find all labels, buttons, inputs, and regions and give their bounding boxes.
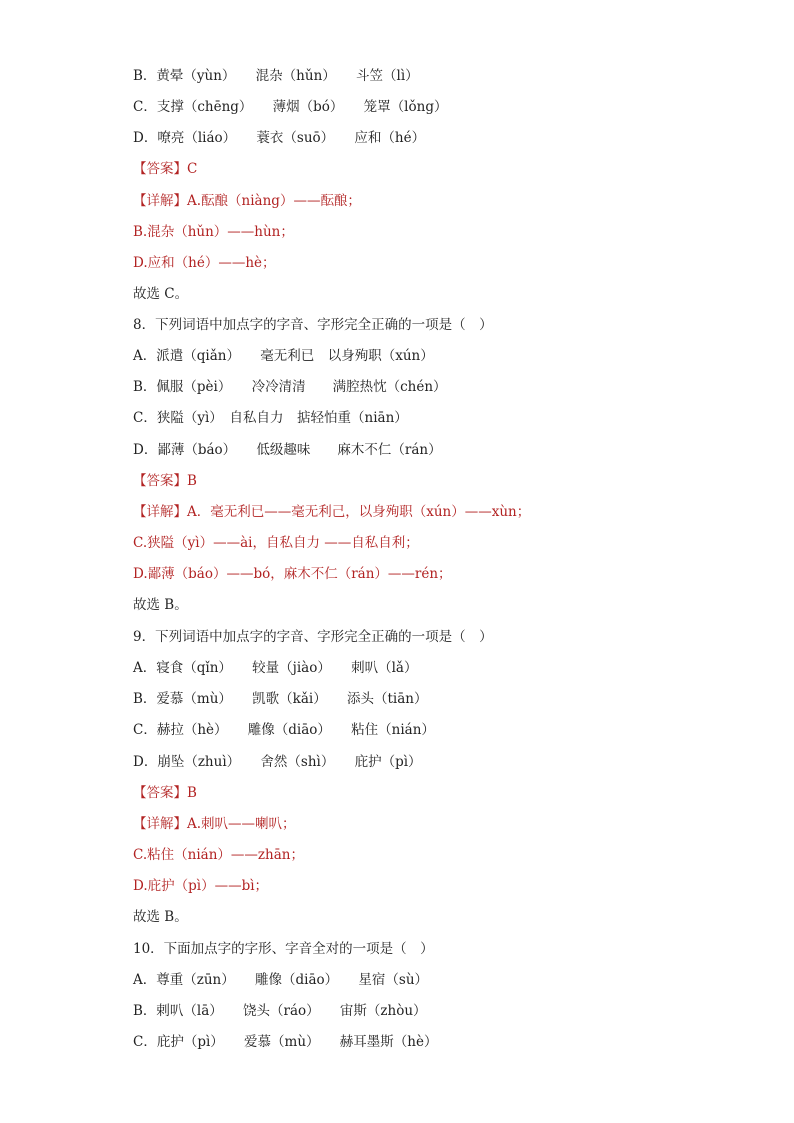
answer-line: C.狭隘（yì）——ài，自私自力 ——自私自利；	[133, 535, 419, 551]
text-line: A．寝食（qǐn） 较量（jiào） 刺叭（lǎ）	[133, 660, 418, 676]
answer-line: 【答案】B	[133, 785, 197, 801]
answer-line: D.庇护（pì）——bì；	[133, 878, 269, 894]
text-line: A．派遣（qiǎn） 毫无利已 以身殉职（xún）	[133, 348, 434, 364]
answer-line: 【答案】B	[133, 473, 197, 489]
text-line: A．尊重（zūn） 雕像（diāo） 星宿（sù）	[133, 972, 429, 988]
text-line: D．鄙薄（báo） 低级趣味 麻木不仁（rán）	[133, 442, 442, 458]
text-line: 8．下列词语中加点字的字音、字形完全正确的一项是（ ）	[133, 317, 493, 333]
text-line: C．赫拉（hè） 雕像（diāo） 粘住（nián）	[133, 722, 435, 738]
answer-line: D.应和（hé）——hè；	[133, 255, 276, 271]
text-line: B．佩服（pèi） 冷冷清清 满腔热忱（chén）	[133, 379, 447, 395]
text-line: 10．下面加点字的字形、字音全对的一项是（ ）	[133, 941, 434, 957]
answer-line: 【详解】A．毫无利已——毫无利己，以身殉职（xún）——xùn；	[133, 504, 531, 520]
text-line: 9．下列词语中加点字的字音、字形完全正确的一项是（ ）	[133, 629, 493, 645]
text-line: 故选 C。	[133, 286, 189, 302]
text-line: C．支撑（chēng） 薄烟（bó） 笼罩（lǒng）	[133, 99, 448, 115]
text-line: 故选 B。	[133, 909, 188, 925]
answer-line: B.混杂（hǔn）——hùn；	[133, 224, 294, 240]
answer-line: 【答案】C	[133, 161, 198, 177]
answer-line: D.鄙薄（báo）——bó，麻木不仁（rán）——rén；	[133, 566, 452, 582]
answer-line: C.粘住（nián）——zhān；	[133, 847, 304, 863]
answer-line: 【详解】A.刺叭——喇叭；	[133, 816, 296, 832]
answer-line: 【详解】A.酝酿（niàng）——酝酿；	[133, 193, 361, 209]
text-line: B．黄晕（yùn） 混杂（hǔn） 斗笠（lì）	[133, 68, 419, 84]
text-line: B．剌叭（lā） 饶头（ráo） 宙斯（zhòu）	[133, 1003, 427, 1019]
text-line: C．庇护（pì） 爱慕（mù） 赫耳墨斯（hè）	[133, 1034, 438, 1050]
text-line: D．崩坠（zhuì） 舍然（shì） 庇护（pì）	[133, 754, 422, 770]
text-line: B．爱慕（mù） 凯歌（kǎi） 添头（tiān）	[133, 691, 428, 707]
text-line: C．狭隘（yì） 自私自力 掂轻怕重（niān）	[133, 410, 408, 426]
text-line: D．嘹亮（liáo） 蓑衣（suō） 应和（hé）	[133, 130, 426, 146]
text-line: 故选 B。	[133, 597, 188, 613]
